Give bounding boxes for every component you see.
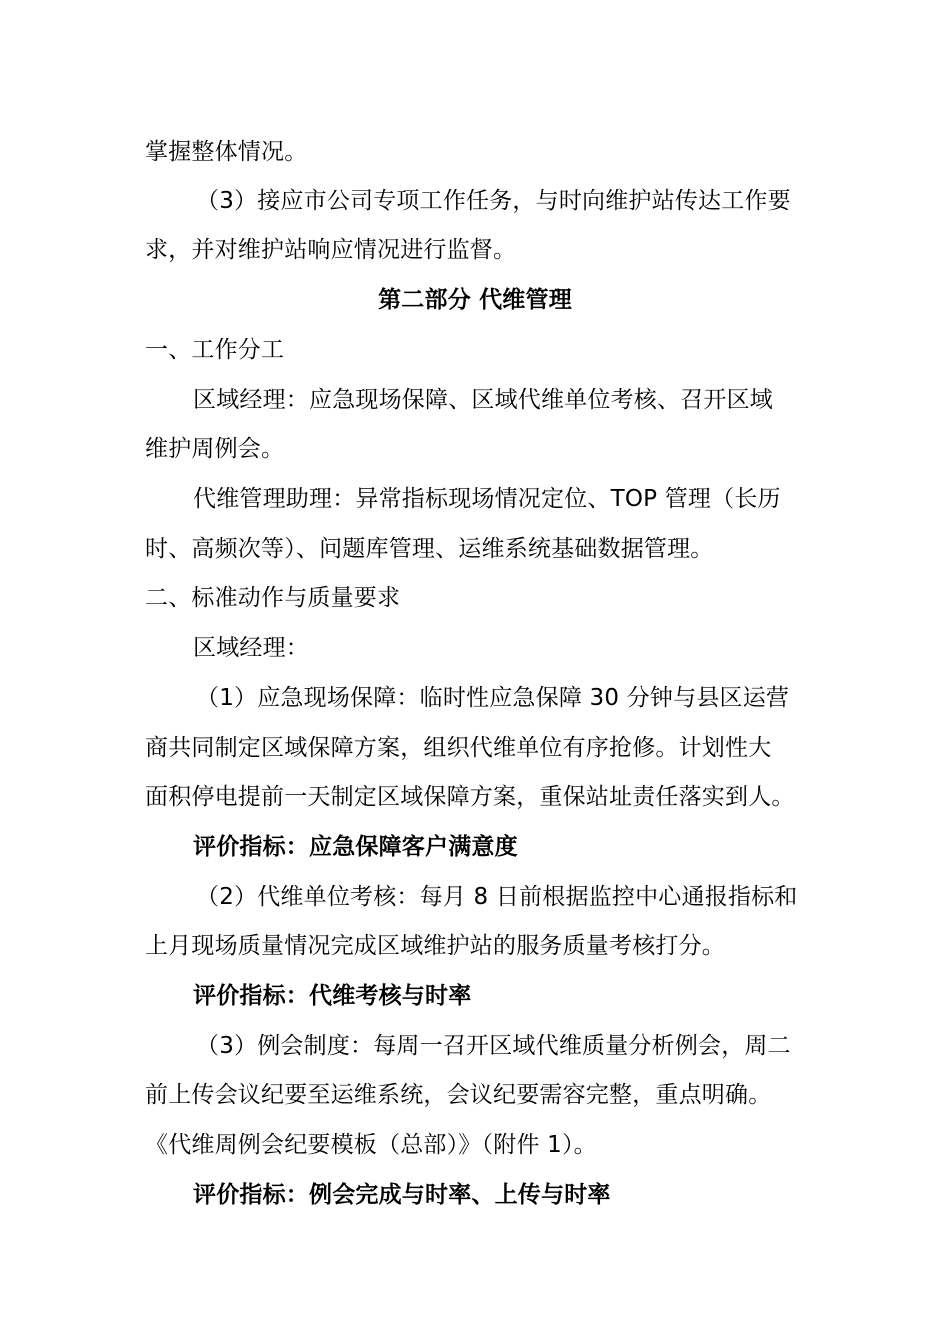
body-text-line: 《代维周例会纪要模板（总部）》（附件 1）。 [145,1132,597,1158]
body-text-line: （3）例会制度：每周一召开区域代维质量分析例会，周二 [196,1033,791,1059]
body-text-line: 上月现场质量情况完成区域维护站的服务质量考核打分。 [145,933,725,959]
subsection-heading: 一、工作分工 [145,337,285,363]
body-text-line: 前上传会议纪要至运维系统，会议纪要需容完整，重点明确。 [145,1082,772,1108]
body-text-line: （2）代维单位考核：每月 8 日前根据监控中心通报指标和 [196,884,798,910]
body-text-line: 维护周例会。 [145,436,285,462]
evaluation-indicator: 评价指标：代维考核与时率 [193,983,472,1009]
evaluation-indicator: 评价指标：例会完成与时率、上传与时率 [193,1182,611,1208]
evaluation-indicator: 评价指标：应急保障客户满意度 [193,834,518,860]
section-heading: 第二部分 代维管理 [378,287,572,313]
body-text-line: 代维管理助理：异常指标现场情况定位、TOP 管理（长历 [193,486,781,512]
body-text-line: 区域经理：应急现场保障、区域代维单位考核、召开区域 [193,387,773,413]
body-text-line: 面积停电提前一天制定区域保障方案，重保站址责任落实到人。 [145,784,795,810]
body-text-line: （3）接应市公司专项工作任务，与时向维护站传达工作要 [196,188,791,214]
body-text-line: 商共同制定区域保障方案，组织代维单位有序抢修。计划性大 [145,735,772,761]
body-text-line: 掌握整体情况。 [145,139,308,165]
body-text-line: 时、高频次等）、问题库管理、运维系统基础数据管理。 [145,536,714,562]
body-text-line: （1）应急现场保障：临时性应急保障 30 分钟与县区运营 [196,685,790,711]
body-text-line: 求，并对维护站响应情况进行监督。 [145,237,517,263]
subsection-heading: 二、标准动作与质量要求 [145,585,401,611]
body-text-line: 区域经理： [193,635,309,661]
